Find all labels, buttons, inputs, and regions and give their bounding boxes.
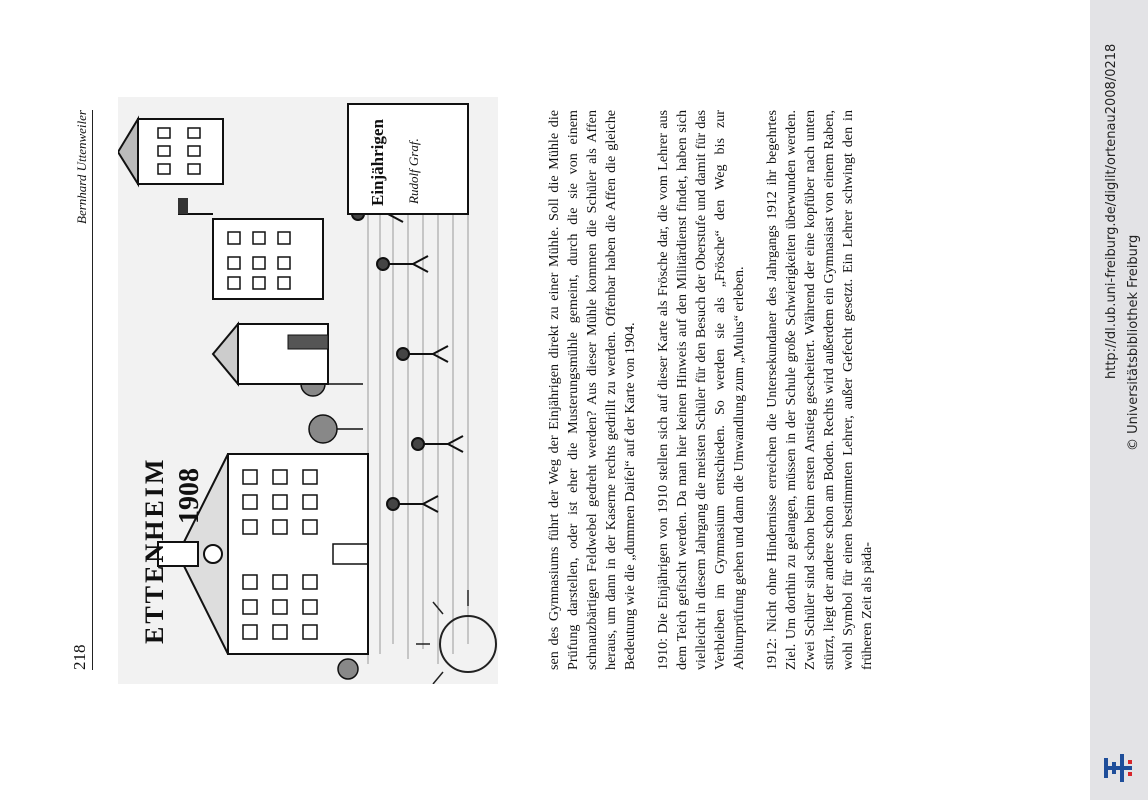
postcard-illustration — [118, 97, 498, 684]
page-number: 218 — [70, 644, 89, 670]
page-header — [70, 110, 93, 670]
tower-building-drawing — [118, 119, 223, 184]
postcard-title: ETTENHEIM — [140, 456, 169, 644]
paragraph-1: sen des Gymnasiums führt der Weg der Einjährigen direkt zu einer Mühle. Soll die Mühle die Prüfung darstellen, oder ist eher die Musterungsmühle gemeint, durch die sie von einem schnauzbärtigen Feldwebel gedreht werden? Aus dieser Mühle kommen die Schüler als Affen heraus, um dann in der Kaserne rechts gedrillt zu werden. Offenbar haben die Affen die gleiche Bedeutung wie die „dummen Daifel“ auf der Karte von 1904. — [546, 110, 638, 670]
ub-freiburg-logo-icon[interactable] — [1100, 748, 1140, 788]
paragraph-2: 1910: Die Einjährigen von 1910 stellen sich auf dieser Karte als Frösche dar, die vom Lehrer aus dem Teich gefischt werden. Da man hier keinen Hinweis auf den Militärdienst findet, haben sich vielleicht in diesem Jahrgang die meisten Schüler für den Besuch der Oberstufe und damit für das Verbleiben im Gymnasium entschieden. So werden sie als „Frösche“ den Weg bis zur Abiturprüfung gehen und dann die Umwandlung zum „Mulus“ erleben. — [655, 110, 747, 670]
postcard-signature: Rudolf Graf. — [406, 138, 421, 204]
running-head-author: Bernhard Uttenweiler — [74, 110, 89, 224]
copyright-notice: © Universitätsbibliothek Freiburg — [1126, 234, 1141, 451]
postcard-year: 1908 — [174, 468, 205, 524]
postcard-sign-text: Einjährigen — [368, 119, 387, 206]
mill-drawing — [213, 324, 328, 384]
body-text — [545, 110, 891, 670]
paragraph-3: 1912: Nicht ohne Hindernisse erreichen die Untersekundaner des Jahrgangs 1912 ihr begehrtes Ziel. Um dorthin zu gelangen, müssen in der Schule große Schwierigkeiten überwunden werden. Zwei Schüler sind schon beim ersten Anstieg gescheitert. Während der eine kopfüber nach unten stürzt, liegt der andere schon am Boden. Rechts wird außerdem ein Gymnasiast von einem Raben, wohl Symbol für einen bestimmten Lehrer, außer Gefecht gesetzt. Ein Lehrer schwingt den in früheren Zeit als päda- — [764, 110, 875, 670]
source-url-link[interactable]: http://dl.ub.uni-freiburg.de/diglit/ortenau2008/0218 — [1104, 43, 1119, 379]
